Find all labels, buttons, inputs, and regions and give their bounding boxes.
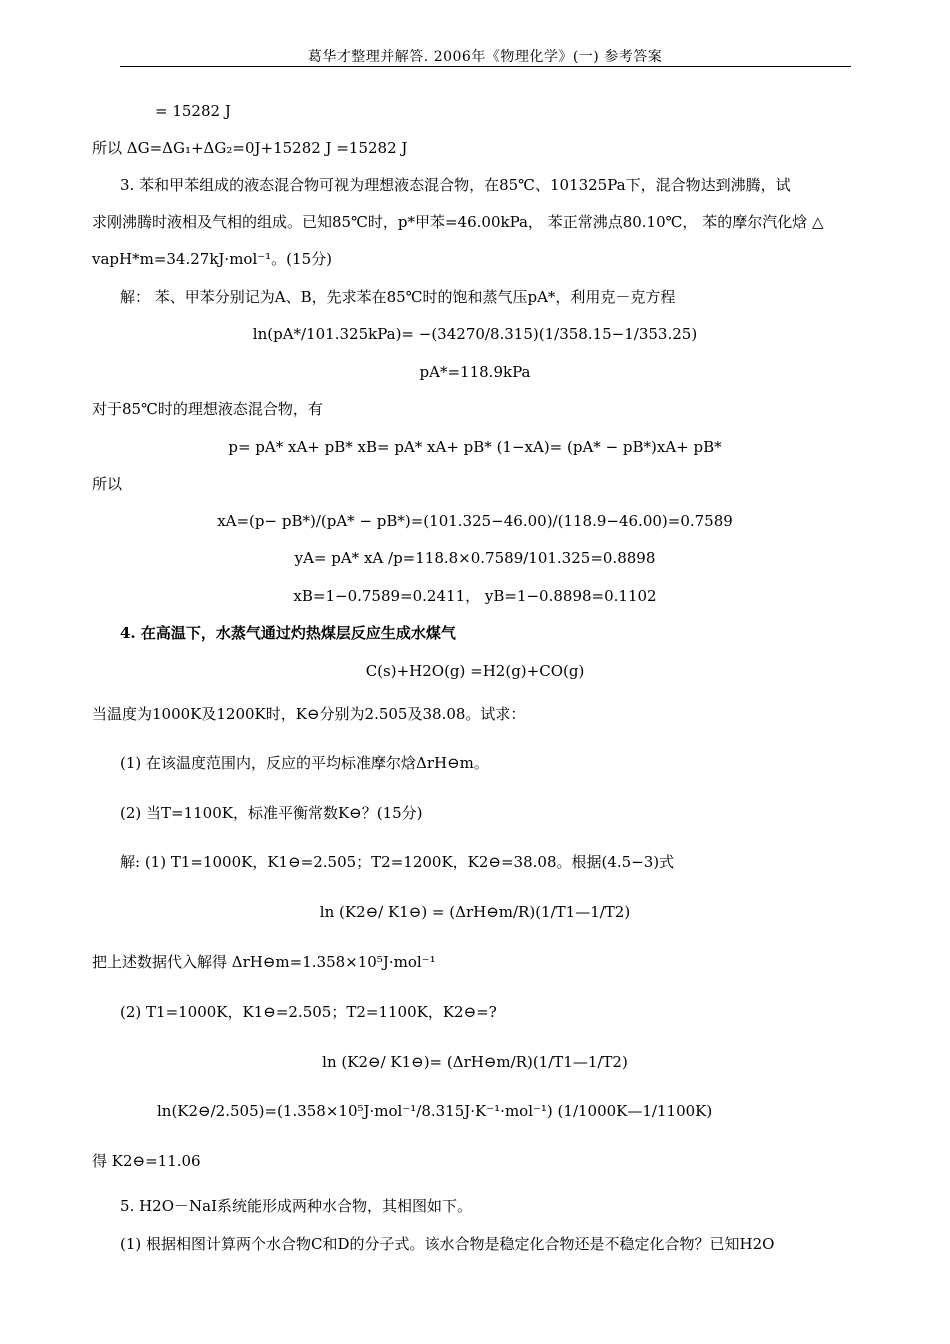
equation: xA=(p− pB*)/(pA* − pB*)=(101.325−46.00)/(118.9−46.00)=0.7589 — [217, 512, 733, 530]
text-line: (2) 当T=1100K，标准平衡常数K⊖？(15分) — [120, 804, 423, 822]
text-line: 把上述数据代入解得 ΔrH⊖m=1.358×10⁵J·mol⁻¹ — [92, 953, 436, 971]
text-line: vapH*m=34.27kJ·mol⁻¹。(15分) — [92, 250, 332, 268]
text-line: 求刚沸腾时液相及气相的组成。已知85℃时，p*甲苯=46.00kPa， 苯正常沸点80.10℃， 苯的摩尔汽化焓 △ — [92, 213, 824, 231]
text-line: (1) 在该温度范围内，反应的平均标准摩尔焓ΔrH⊖m。 — [120, 754, 489, 772]
text-line: 当温度为1000K及1200K时，K⊖分别为2.505及38.08。试求： — [92, 705, 526, 723]
text-line: 解： 苯、甲苯分别记为A、B，先求苯在85℃时的饱和蒸气压pA*，利用克－克方程 — [120, 288, 676, 306]
text-line: 所以 — [92, 475, 123, 493]
equation: ln(pA*/101.325kPa)= −(34270/8.315)(1/358.15−1/353.25) — [252, 325, 698, 343]
text-line: 所以 ΔG=ΔG₁+ΔG₂=0J+15282 J =15282 J — [92, 139, 408, 157]
equation: C(s)+H2O(g) =H2(g)+CO(g) — [365, 662, 585, 680]
text-line: 对于85℃时的理想液态混合物，有 — [92, 400, 323, 418]
equation: ln (K2⊖/ K1⊖) = (ΔrH⊖m/R)(1/T1—1/T2) — [319, 903, 631, 921]
equation: yA= pA* xA /p=118.8×0.7589/101.325=0.8898 — [294, 549, 656, 567]
equation: ln (K2⊖/ K1⊖)= (ΔrH⊖m/R)(1/T1—1/T2) — [322, 1053, 628, 1071]
text-line: 解: (1) T1=1000K，K1⊖=2.505；T2=1200K，K2⊖=38.08。根据(4.5−3)式 — [120, 853, 675, 871]
text-line: 3. 苯和甲苯组成的液态混合物可视为理想液态混合物，在85℃、101325Pa下，混合物达到沸腾，试 — [120, 176, 791, 194]
question-title: 4. 在高温下，水蒸气通过灼热煤层反应生成水煤气 — [120, 624, 456, 642]
text-line: (1) 根据相图计算两个水合物C和D的分子式。该水合物是稳定化合物还是不稳定化合物？已知H2O — [120, 1235, 775, 1253]
equation: pA*=118.9kPa — [419, 363, 531, 381]
equation: p= pA* xA+ pB* xB= pA* xA+ pB* (1−xA)= (pA* − pB*)xA+ pB* — [228, 438, 722, 456]
equation: ln(K2⊖/2.505)=(1.358×10⁵J·mol⁻¹/8.315J·K⁻¹·mol⁻¹) (1/1000K—1/1100K) — [157, 1102, 713, 1120]
text-line: (2) T1=1000K，K1⊖=2.505；T2=1100K，K2⊖=? — [120, 1003, 497, 1021]
question-title: 5. H2O－NaI系统能形成两种水合物，其相图如下。 — [120, 1197, 472, 1215]
equation: xB=1−0.7589=0.2411， yB=1−0.8898=0.1102 — [293, 587, 657, 605]
text-line: 得 K2⊖=11.06 — [92, 1152, 201, 1170]
text-line: = 15282 J — [155, 102, 231, 120]
page-header: 葛华才整理并解答. 2006年《物理化学》(一) 参考答案 — [307, 49, 663, 65]
header-rule — [120, 66, 851, 67]
